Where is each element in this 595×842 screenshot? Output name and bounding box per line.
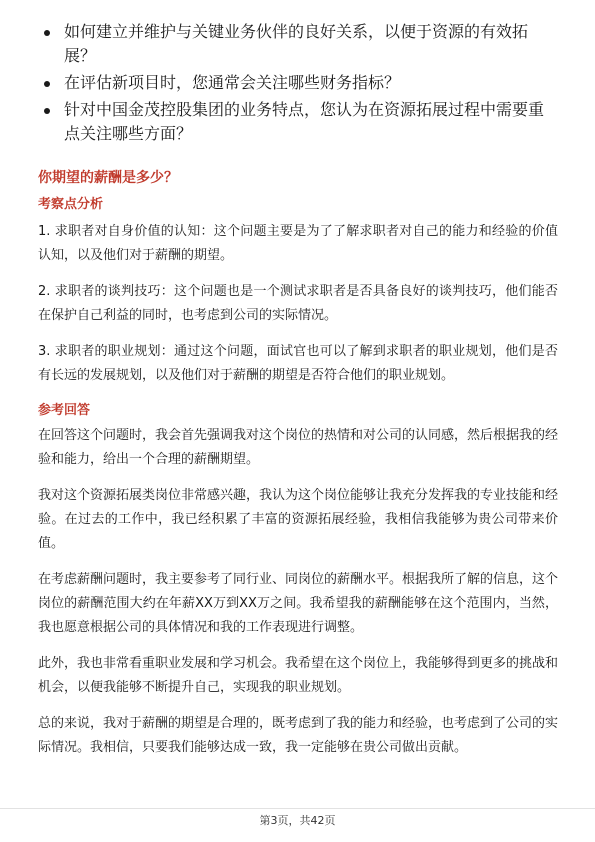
analysis-item: 3. 求职者的职业规划：通过这个问题，面试官也可以了解到求职者的职业规划，他们是否有长远的发展规划，以及他们对于薪酬的期望是否符合他们的职业规划。 (38, 344, 558, 383)
question-heading: 你期望的薪酬是多少？ (38, 170, 178, 186)
bullet-item (38, 98, 558, 146)
page-number: 第3页，共42页 (259, 814, 336, 827)
bullet-text: 如何建立并维护与关键业务伙伴的良好关系，以便于资源的有效拓展？ (64, 22, 529, 65)
answer-paragraph: 总的来说，我对于薪酬的期望是合理的，既考虑到了我的能力和经验，也考虑到了公司的实际情况。我相信，只要我们能够达成一致，我一定能够在贵公司做出贡献。 (38, 716, 559, 755)
bullet-dot-icon (44, 81, 50, 87)
bullet-dot-icon (44, 108, 50, 114)
bullet-item (38, 71, 558, 95)
bullet-dot-icon (44, 30, 50, 36)
bullet-item (38, 20, 558, 68)
bullet-text: 在评估新项目时，您通常会关注哪些财务指标？ (64, 73, 401, 92)
answer-paragraph: 在回答这个问题时，我会首先强调我对这个岗位的热情和对公司的认同感，然后根据我的经验和能力，给出一个合理的薪酬期望。 (38, 428, 559, 467)
analysis-item: 1. 求职者对自身价值的认知：这个问题主要是为了了解求职者对自己的能力和经验的价值认知，以及他们对于薪酬的期望。 (38, 224, 558, 263)
footer-divider (0, 808, 595, 809)
bullet-text: 针对中国金茂控股集团的业务特点，您认为在资源拓展过程中需要重点关注哪些方面？ (64, 100, 545, 143)
analysis-item: 2. 求职者的谈判技巧：这个问题也是一个测试求职者是否具备良好的谈判技巧，他们能否在保护自己利益的同时，也考虑到公司的实际情况。 (38, 284, 558, 323)
answer-paragraph: 我对这个资源拓展类岗位非常感兴趣，我认为这个岗位能够让我充分发挥我的专业技能和经验。在过去的工作中，我已经积累了丰富的资源拓展经验，我相信我能够为贵公司带来价值。 (38, 488, 559, 551)
analysis-heading: 考察点分析 (38, 197, 104, 212)
answer-paragraph: 在考虑薪酬问题时，我主要参考了同行业、同岗位的薪酬水平。根据我所了解的信息，这个岗位的薪酬范围大约在年薪XX万到XX万之间。我希望我的薪酬能够在这个范围内，当然，我也愿意根据公司的具体情况和我的工作表现进行调整。 (38, 572, 559, 635)
answer-heading: 参考回答 (38, 403, 91, 418)
answer-paragraph: 此外，我也非常看重职业发展和学习机会。我希望在这个岗位上，我能够得到更多的挑战和机会，以便我能够不断提升自己，实现我的职业规划。 (38, 656, 559, 695)
question-bullet-list (38, 20, 558, 149)
